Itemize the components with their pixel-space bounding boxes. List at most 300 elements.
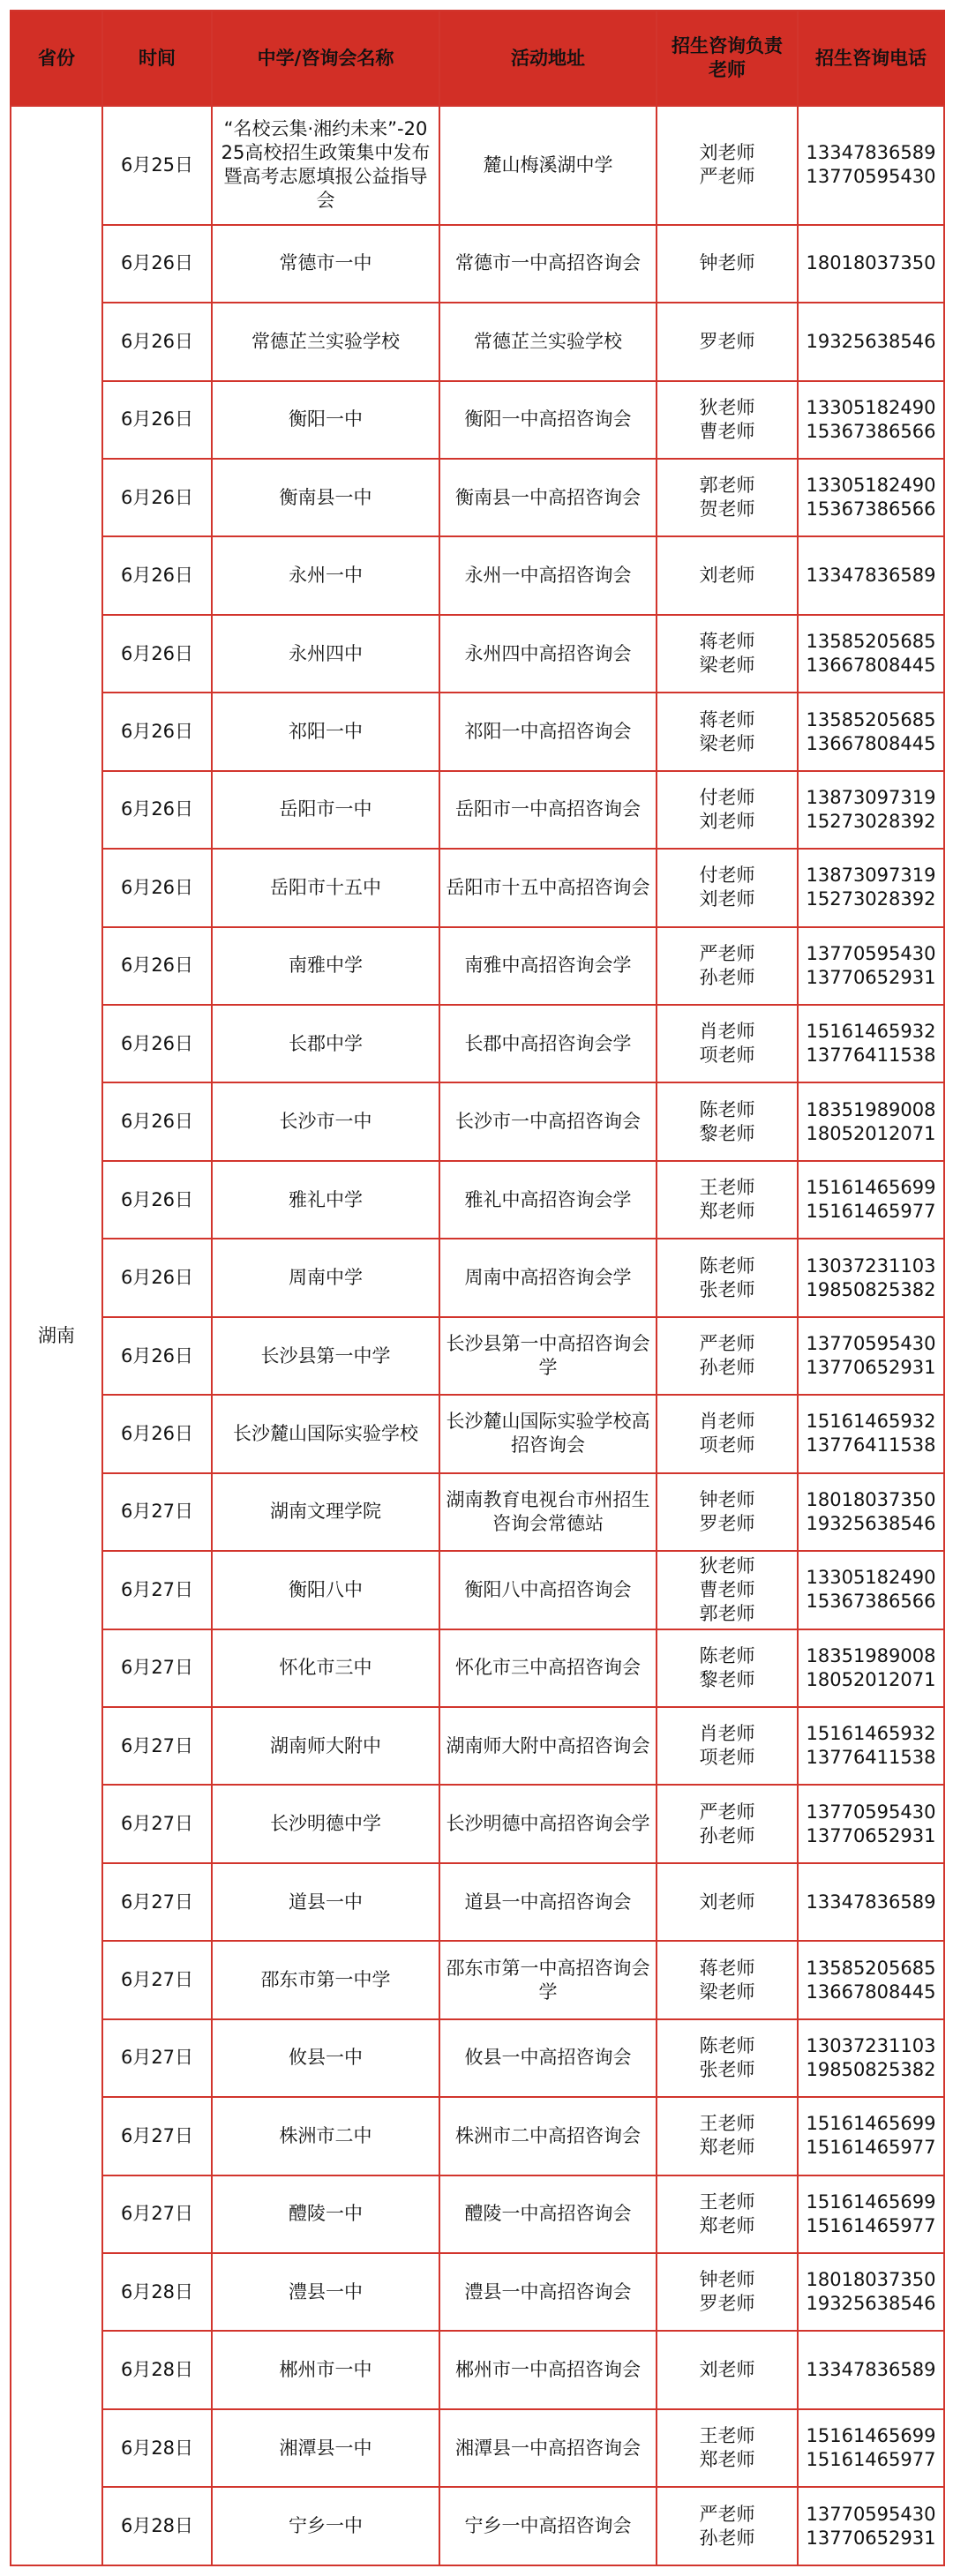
phone-number: 13347836589	[806, 2359, 936, 2381]
phone-number: 18351989008	[806, 1644, 936, 1666]
teacher-name: 郑老师	[699, 2449, 755, 2471]
date-cell: 6月26日	[102, 225, 212, 303]
phone-number: 13770595430	[806, 942, 936, 964]
header-address: 活动地址	[439, 11, 657, 106]
phone-cell	[798, 2253, 944, 2331]
table-row	[11, 1941, 944, 2018]
teacher-name: 严老师	[699, 942, 755, 964]
date-cell: 6月27日	[102, 2097, 212, 2175]
phone-number: 15161465932	[806, 1021, 936, 1043]
teacher-name: 刘老师	[699, 2359, 755, 2381]
school-name-cell: “名校云集·湘约未来”-2025高校招生政策集中发布暨高考志愿填报公益指导会	[212, 106, 439, 225]
date-cell: 6月26日	[102, 381, 212, 459]
date-cell: 6月27日	[102, 2175, 212, 2253]
teacher-cell	[657, 1785, 798, 1862]
teacher-name: 陈老师	[699, 2034, 755, 2056]
date-cell: 6月26日	[102, 615, 212, 693]
date-cell: 6月28日	[102, 2409, 212, 2487]
phone-number: 13776411538	[806, 1747, 936, 1769]
phone-number: 15367386566	[806, 420, 936, 442]
phone-number: 18018037350	[806, 1488, 936, 1510]
phone-number: 13667808445	[806, 655, 936, 677]
address-cell: 郴州市一中高招咨询会	[439, 2331, 657, 2408]
date-cell: 6月26日	[102, 927, 212, 1005]
address-cell: 长沙麓山国际实验学校高招咨询会	[439, 1395, 657, 1472]
date-cell: 6月27日	[102, 1629, 212, 1707]
date-cell: 6月27日	[102, 1473, 212, 1551]
address-cell: 衡南县一中高招咨询会	[439, 459, 657, 536]
school-name-cell: 邵东市第一中学	[212, 1941, 439, 2018]
header-phone: 招生咨询电话	[798, 11, 944, 106]
teacher-name: 孙老师	[699, 1357, 755, 1379]
phone-number: 13585205685	[806, 708, 936, 730]
teacher-cell	[657, 1863, 798, 1941]
table-row	[11, 2487, 944, 2565]
phone-number: 13037231103	[806, 1254, 936, 1277]
phone-cell	[798, 225, 944, 303]
phone-number: 18351989008	[806, 1098, 936, 1120]
teacher-cell	[657, 2409, 798, 2487]
phone-number: 13770595430	[806, 166, 936, 188]
phone-cell	[798, 303, 944, 380]
phone-number: 15161465977	[806, 2449, 936, 2471]
phone-number: 13037231103	[806, 2034, 936, 2056]
phone-cell	[798, 2097, 944, 2175]
phone-cell	[798, 1082, 944, 1160]
teacher-name: 狄老师	[699, 396, 755, 418]
teacher-name: 钟老师	[699, 2269, 755, 2291]
table-row	[11, 2253, 944, 2331]
teacher-name: 项老师	[699, 1434, 755, 1456]
teacher-name: 郭老师	[699, 475, 755, 497]
table-row	[11, 303, 944, 380]
consultation-schedule-table	[10, 10, 945, 2566]
phone-number: 15161465977	[806, 1201, 936, 1223]
date-cell: 6月26日	[102, 849, 212, 926]
table-row	[11, 1863, 944, 1941]
table-row	[11, 1082, 944, 1160]
teacher-cell	[657, 2019, 798, 2097]
header-teacher: 招生咨询负责老师	[657, 11, 798, 106]
school-name-cell: 常德市一中	[212, 225, 439, 303]
date-cell: 6月26日	[102, 693, 212, 770]
teacher-name: 蒋老师	[699, 1957, 755, 1979]
teacher-cell	[657, 927, 798, 1005]
phone-cell	[798, 2487, 944, 2565]
phone-cell	[798, 381, 944, 459]
date-cell: 6月27日	[102, 1551, 212, 1629]
date-cell: 6月27日	[102, 1707, 212, 1785]
phone-cell	[798, 849, 944, 926]
teacher-name: 付老师	[699, 786, 755, 808]
phone-number: 13770652931	[806, 1357, 936, 1379]
teacher-name: 陈老师	[699, 1254, 755, 1277]
table-row	[11, 2175, 944, 2253]
table-row	[11, 1629, 944, 1707]
date-cell: 6月27日	[102, 1941, 212, 2018]
school-name-cell: 岳阳市一中	[212, 771, 439, 849]
school-name-cell: 祁阳一中	[212, 693, 439, 770]
phone-cell	[798, 1941, 944, 2018]
phone-number: 15161465699	[806, 1177, 936, 1199]
phone-number: 15161465699	[806, 2113, 936, 2135]
address-cell: 雅礼中高招咨询会学	[439, 1161, 657, 1239]
phone-number: 13770595430	[806, 1333, 936, 1355]
phone-number: 13585205685	[806, 1957, 936, 1979]
teacher-name: 张老师	[699, 2058, 755, 2080]
table-row	[11, 459, 944, 536]
teacher-name: 王老师	[699, 2425, 755, 2447]
teacher-name: 王老师	[699, 2113, 755, 2135]
teacher-name: 刘老师	[699, 810, 755, 832]
school-name-cell: 南雅中学	[212, 927, 439, 1005]
teacher-name: 肖老师	[699, 1723, 755, 1745]
phone-number: 15367386566	[806, 1591, 936, 1613]
phone-cell	[798, 2331, 944, 2408]
address-cell: 湖南师大附中高招咨询会	[439, 1707, 657, 1785]
school-name-cell: 永州一中	[212, 536, 439, 614]
school-name-cell: 道县一中	[212, 1863, 439, 1941]
phone-cell	[798, 2019, 944, 2097]
phone-number: 15161465932	[806, 1723, 936, 1745]
date-cell: 6月28日	[102, 2253, 212, 2331]
phone-number: 13305182490	[806, 1567, 936, 1589]
phone-cell	[798, 1785, 944, 1862]
phone-cell	[798, 615, 944, 693]
teacher-name: 肖老师	[699, 1021, 755, 1043]
date-cell: 6月26日	[102, 1161, 212, 1239]
address-cell: 邵东市第一中高招咨询会学	[439, 1941, 657, 2018]
phone-number: 13770652931	[806, 1824, 936, 1846]
phone-number: 13873097319	[806, 865, 936, 887]
phone-cell	[798, 1473, 944, 1551]
school-name-cell: 长沙市一中	[212, 1082, 439, 1160]
school-name-cell: 湖南文理学院	[212, 1473, 439, 1551]
table-row	[11, 1239, 944, 1316]
teacher-name: 曹老师	[699, 1578, 755, 1600]
phone-number: 15161465699	[806, 2425, 936, 2447]
address-cell: 道县一中高招咨询会	[439, 1863, 657, 1941]
teacher-name: 郑老师	[699, 2137, 755, 2159]
school-name-cell: 澧县一中	[212, 2253, 439, 2331]
address-cell: 长郡中高招咨询会学	[439, 1005, 657, 1082]
date-cell: 6月26日	[102, 303, 212, 380]
phone-cell	[798, 693, 944, 770]
address-cell: 常德市一中高招咨询会	[439, 225, 657, 303]
date-cell: 6月27日	[102, 2019, 212, 2097]
phone-cell	[798, 536, 944, 614]
date-cell: 6月26日	[102, 536, 212, 614]
table-row	[11, 2097, 944, 2175]
phone-number: 13770652931	[806, 2527, 936, 2549]
header-time: 时间	[102, 11, 212, 106]
address-cell: 常德芷兰实验学校	[439, 303, 657, 380]
school-name-cell: 株洲市二中	[212, 2097, 439, 2175]
table-row	[11, 106, 944, 225]
teacher-cell	[657, 771, 798, 849]
phone-number: 13347836589	[806, 142, 936, 164]
date-cell: 6月28日	[102, 2331, 212, 2408]
teacher-name: 刘老师	[699, 1891, 755, 1913]
teacher-name: 梁老师	[699, 732, 755, 754]
address-cell: 长沙明德中高招咨询会学	[439, 1785, 657, 1862]
school-name-cell: 周南中学	[212, 1239, 439, 1316]
phone-cell	[798, 1707, 944, 1785]
phone-number: 13873097319	[806, 786, 936, 808]
phone-cell	[798, 1161, 944, 1239]
phone-number: 19325638546	[806, 2293, 936, 2315]
school-name-cell: 攸县一中	[212, 2019, 439, 2097]
teacher-cell	[657, 1161, 798, 1239]
table-row	[11, 849, 944, 926]
schedule-table-container	[10, 10, 943, 2566]
date-cell: 6月26日	[102, 1005, 212, 1082]
date-cell: 6月28日	[102, 2487, 212, 2565]
phone-cell	[798, 1551, 944, 1629]
phone-number: 13347836589	[806, 565, 936, 587]
teacher-cell	[657, 2175, 798, 2253]
teacher-name: 郑老师	[699, 1201, 755, 1223]
teacher-name: 孙老师	[699, 1824, 755, 1846]
school-name-cell: 长沙明德中学	[212, 1785, 439, 1862]
phone-number: 13770595430	[806, 1801, 936, 1823]
table-row	[11, 1161, 944, 1239]
table-header-row	[11, 11, 944, 106]
school-name-cell: 郴州市一中	[212, 2331, 439, 2408]
teacher-name: 黎老师	[699, 1668, 755, 1690]
teacher-name: 孙老师	[699, 2527, 755, 2549]
teacher-name: 严老师	[699, 1333, 755, 1355]
teacher-name: 严老师	[699, 2503, 755, 2525]
teacher-cell	[657, 2331, 798, 2408]
date-cell: 6月26日	[102, 459, 212, 536]
table-row	[11, 1473, 944, 1551]
school-name-cell: 长沙麓山国际实验学校	[212, 1395, 439, 1472]
teacher-name: 陈老师	[699, 1098, 755, 1120]
teacher-name: 郑老师	[699, 2214, 755, 2236]
teacher-cell	[657, 459, 798, 536]
teacher-name: 狄老师	[699, 1554, 755, 1576]
teacher-cell	[657, 693, 798, 770]
phone-number: 15367386566	[806, 498, 936, 520]
phone-cell	[798, 2409, 944, 2487]
school-name-cell: 常德芷兰实验学校	[212, 303, 439, 380]
table-row	[11, 381, 944, 459]
header-province: 省份	[11, 11, 102, 106]
phone-cell	[798, 1317, 944, 1395]
school-name-cell: 湖南师大附中	[212, 1707, 439, 1785]
address-cell: 株洲市二中高招咨询会	[439, 2097, 657, 2175]
teacher-cell	[657, 1707, 798, 1785]
phone-cell	[798, 1005, 944, 1082]
teacher-name: 王老师	[699, 1177, 755, 1199]
teacher-name: 孙老师	[699, 966, 755, 988]
teacher-name: 刘老师	[699, 888, 755, 910]
phone-number: 18052012071	[806, 1668, 936, 1690]
address-cell: 岳阳市十五中高招咨询会	[439, 849, 657, 926]
teacher-name: 项老师	[699, 1747, 755, 1769]
phone-number: 19850825382	[806, 1278, 936, 1300]
teacher-name: 付老师	[699, 865, 755, 887]
teacher-name: 陈老师	[699, 1644, 755, 1666]
phone-cell	[798, 1239, 944, 1316]
address-cell: 周南中高招咨询会学	[439, 1239, 657, 1316]
table-row	[11, 771, 944, 849]
table-row	[11, 1785, 944, 1862]
phone-number: 13770652931	[806, 966, 936, 988]
table-row	[11, 1317, 944, 1395]
school-name-cell: 衡阳八中	[212, 1551, 439, 1629]
teacher-name: 蒋老师	[699, 708, 755, 730]
teacher-name: 罗老师	[699, 2293, 755, 2315]
school-name-cell: 醴陵一中	[212, 2175, 439, 2253]
teacher-cell	[657, 1473, 798, 1551]
phone-cell	[798, 2175, 944, 2253]
address-cell: 湖南教育电视台市州招生咨询会常德站	[439, 1473, 657, 1551]
school-name-cell: 衡阳一中	[212, 381, 439, 459]
phone-number: 13305182490	[806, 475, 936, 497]
teacher-name: 刘老师	[699, 565, 755, 587]
teacher-cell	[657, 2097, 798, 2175]
teacher-cell	[657, 1317, 798, 1395]
table-row	[11, 1707, 944, 1785]
phone-number: 15161465977	[806, 2137, 936, 2159]
teacher-cell	[657, 1941, 798, 2018]
teacher-cell	[657, 303, 798, 380]
teacher-name: 曹老师	[699, 420, 755, 442]
phone-number: 13776411538	[806, 1045, 936, 1067]
teacher-name: 严老师	[699, 1801, 755, 1823]
table-row	[11, 1551, 944, 1629]
teacher-name: 肖老师	[699, 1411, 755, 1433]
address-cell: 长沙市一中高招咨询会	[439, 1082, 657, 1160]
school-name-cell: 雅礼中学	[212, 1161, 439, 1239]
phone-number: 19850825382	[806, 2058, 936, 2080]
phone-number: 19325638546	[806, 1512, 936, 1534]
school-name-cell: 永州四中	[212, 615, 439, 693]
teacher-name: 张老师	[699, 1278, 755, 1300]
school-name-cell: 宁乡一中	[212, 2487, 439, 2565]
teacher-cell	[657, 381, 798, 459]
address-cell: 南雅中高招咨询会学	[439, 927, 657, 1005]
table-row	[11, 693, 944, 770]
teacher-name: 蒋老师	[699, 631, 755, 653]
address-cell: 湘潭县一中高招咨询会	[439, 2409, 657, 2487]
teacher-name: 黎老师	[699, 1122, 755, 1144]
address-cell: 怀化市三中高招咨询会	[439, 1629, 657, 1707]
teacher-name: 梁老师	[699, 1981, 755, 2003]
table-row	[11, 225, 944, 303]
date-cell: 6月26日	[102, 1239, 212, 1316]
table-row	[11, 1005, 944, 1082]
teacher-name: 钟老师	[699, 1488, 755, 1510]
date-cell: 6月26日	[102, 1082, 212, 1160]
date-cell: 6月26日	[102, 771, 212, 849]
teacher-name: 刘老师	[699, 142, 755, 164]
school-name-cell: 怀化市三中	[212, 1629, 439, 1707]
table-row	[11, 2331, 944, 2408]
teacher-cell	[657, 1082, 798, 1160]
teacher-name: 郭老师	[699, 1602, 755, 1624]
phone-number: 15161465932	[806, 1411, 936, 1433]
teacher-cell	[657, 536, 798, 614]
teacher-cell	[657, 849, 798, 926]
address-cell: 攸县一中高招咨询会	[439, 2019, 657, 2097]
phone-cell	[798, 1395, 944, 1472]
table-row	[11, 615, 944, 693]
phone-number: 18052012071	[806, 1122, 936, 1144]
teacher-cell	[657, 1005, 798, 1082]
teacher-cell	[657, 2253, 798, 2331]
address-cell: 永州一中高招咨询会	[439, 536, 657, 614]
phone-cell	[798, 927, 944, 1005]
teacher-cell	[657, 615, 798, 693]
school-name-cell: 长沙县第一中学	[212, 1317, 439, 1395]
table-row	[11, 536, 944, 614]
phone-number: 13347836589	[806, 1891, 936, 1913]
teacher-name: 梁老师	[699, 655, 755, 677]
date-cell: 6月26日	[102, 1317, 212, 1395]
address-cell: 澧县一中高招咨询会	[439, 2253, 657, 2331]
teacher-cell	[657, 1395, 798, 1472]
address-cell: 醴陵一中高招咨询会	[439, 2175, 657, 2253]
phone-number: 15273028392	[806, 888, 936, 910]
teacher-name: 罗老师	[699, 330, 755, 352]
phone-cell	[798, 771, 944, 849]
table-row	[11, 2019, 944, 2097]
teacher-name: 钟老师	[699, 252, 755, 274]
teacher-name: 严老师	[699, 166, 755, 188]
teacher-cell	[657, 1239, 798, 1316]
teacher-cell	[657, 225, 798, 303]
teacher-name: 罗老师	[699, 1512, 755, 1534]
teacher-name: 项老师	[699, 1045, 755, 1067]
teacher-name: 贺老师	[699, 498, 755, 520]
teacher-cell	[657, 106, 798, 225]
teacher-cell	[657, 1551, 798, 1629]
teacher-cell	[657, 1629, 798, 1707]
address-cell: 长沙县第一中高招咨询会学	[439, 1317, 657, 1395]
header-school-name: 中学/咨询会名称	[212, 11, 439, 106]
address-cell: 岳阳市一中高招咨询会	[439, 771, 657, 849]
phone-number: 19325638546	[806, 330, 936, 352]
school-name-cell: 岳阳市十五中	[212, 849, 439, 926]
address-cell: 衡阳八中高招咨询会	[439, 1551, 657, 1629]
phone-number: 15273028392	[806, 810, 936, 832]
table-row	[11, 927, 944, 1005]
phone-number: 15161465977	[806, 2214, 936, 2236]
address-cell: 麓山梅溪湖中学	[439, 106, 657, 225]
phone-number: 18018037350	[806, 252, 936, 274]
phone-number: 13305182490	[806, 396, 936, 418]
date-cell: 6月26日	[102, 1395, 212, 1472]
date-cell: 6月27日	[102, 1863, 212, 1941]
phone-cell	[798, 106, 944, 225]
school-name-cell: 湘潭县一中	[212, 2409, 439, 2487]
phone-number: 13776411538	[806, 1434, 936, 1456]
phone-number: 13667808445	[806, 1981, 936, 2003]
date-cell: 6月25日	[102, 106, 212, 225]
school-name-cell: 衡南县一中	[212, 459, 439, 536]
phone-number: 15161465699	[806, 2190, 936, 2213]
phone-cell	[798, 459, 944, 536]
phone-number: 13585205685	[806, 631, 936, 653]
province-cell: 湖南	[11, 106, 102, 2565]
table-body	[11, 106, 944, 2565]
address-cell: 衡阳一中高招咨询会	[439, 381, 657, 459]
teacher-cell	[657, 2487, 798, 2565]
phone-cell	[798, 1863, 944, 1941]
